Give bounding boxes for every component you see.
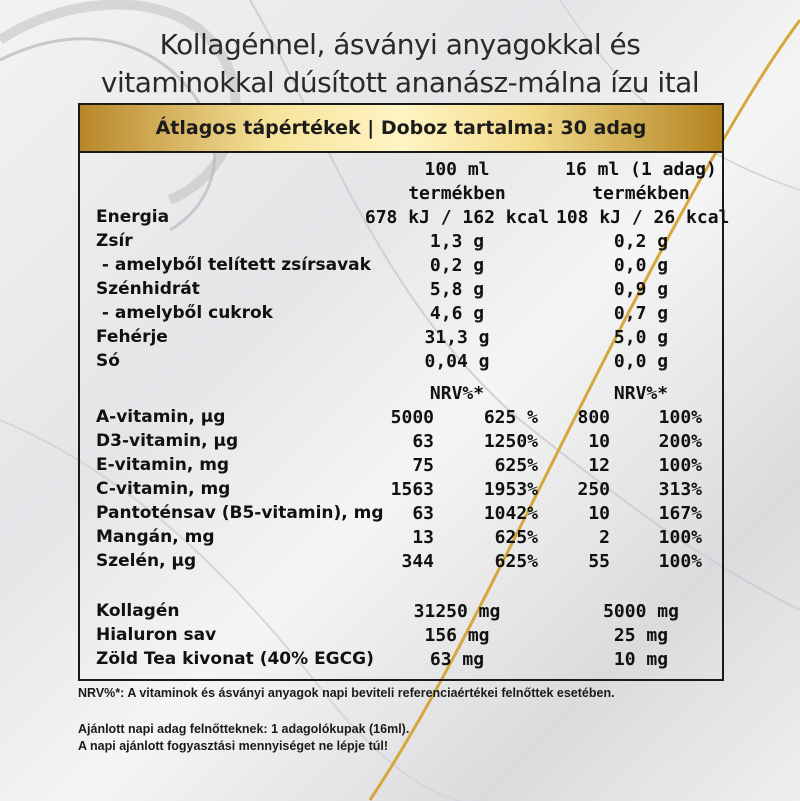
col-16ml-heading: 16 ml (1 adag) (565, 159, 717, 180)
amount-100ml: 1563 (390, 479, 434, 500)
nrv-100ml: 625 % (483, 407, 538, 428)
amount-16ml: 800 (577, 407, 610, 428)
extra-label: Zöld Tea kivonat (40% EGCG) (96, 649, 374, 669)
product-title (0, 26, 800, 102)
value-100ml: 0,2 g (429, 255, 485, 276)
nutrient-label: Szénhidrát (96, 279, 200, 299)
value-16ml: 0,2 g (613, 231, 669, 252)
dose-note: Ajánlott napi adag felnőtteknek: 1 adagolókupak (16ml). (78, 722, 410, 736)
nrv-16ml: 200% (658, 431, 702, 452)
table-row (80, 327, 722, 351)
table-row (80, 431, 722, 455)
nutrient-label: Zsír (96, 231, 133, 251)
column-header-row-1 (80, 159, 722, 183)
value-16ml: 0,0 g (613, 351, 669, 372)
amount-100ml: 63 (412, 431, 434, 452)
amount-16ml: 55 (588, 551, 610, 572)
value-100ml: 31,3 g (424, 327, 490, 348)
extra-label: Kollagén (96, 601, 180, 621)
nutrient-label: Energia (96, 207, 170, 227)
col-100ml-subheading: termékben (408, 183, 506, 204)
table-header-band: Átlagos tápértékek | Doboz tartalma: 30 adag (80, 105, 722, 153)
title-line-2: vitaminokkal dúsított ananász-málna ízu ital (100, 66, 700, 99)
column-header-row-2 (80, 183, 722, 207)
nrv-header-row (80, 383, 722, 407)
table-row (80, 649, 722, 673)
nrv-100ml: 1250% (483, 431, 538, 452)
value-100ml: 0,04 g (424, 351, 490, 372)
nrv-100ml: 625% (494, 527, 538, 548)
extra-label: Hialuron sav (96, 625, 217, 645)
nrv-16ml: 100% (658, 455, 702, 476)
amount-100ml: 13 (412, 527, 434, 548)
vitamin-label: A-vitamin, µg (96, 407, 226, 427)
table-row (80, 231, 722, 255)
nrv-100ml: 1953% (483, 479, 538, 500)
value-16ml: 0,9 g (613, 279, 669, 300)
value-100ml: 63 mg (429, 649, 485, 670)
col-16ml-subheading: termékben (592, 183, 690, 204)
table-row (80, 503, 722, 527)
nrv-16ml: 100% (658, 407, 702, 428)
nrv-16ml: 167% (658, 503, 702, 524)
nutrient-label: - amelyből cukrok (96, 303, 273, 323)
nrv-100ml: 1042% (483, 503, 538, 524)
nrv-16ml: 100% (658, 527, 702, 548)
table-row (80, 551, 722, 575)
warning-note: A napi ajánlott fogyasztási mennyiséget ne lépje túl! (78, 739, 389, 753)
amount-16ml: 2 (599, 527, 610, 548)
value-16ml: 0,0 g (613, 255, 669, 276)
nutrition-table (78, 103, 730, 681)
vitamin-label: Pantoténsav (B5-vitamin), mg (96, 503, 384, 523)
value-16ml: 108 kJ / 26 kcal (556, 207, 730, 228)
value-16ml: 0,7 g (613, 303, 669, 324)
value-16ml: 10 mg (613, 649, 669, 670)
table-row (80, 207, 730, 231)
table-row (80, 455, 722, 479)
vitamin-label: Szelén, µg (96, 551, 197, 571)
nutrient-label: - amelyből telített zsírsavak (96, 255, 371, 275)
vitamin-label: C-vitamin, mg (96, 479, 231, 499)
amount-100ml: 344 (401, 551, 434, 572)
table-row (80, 601, 722, 625)
value-16ml: 5000 mg (603, 601, 679, 622)
value-100ml: 678 kJ / 162 kcal (364, 207, 550, 228)
amount-16ml: 12 (588, 455, 610, 476)
nutrient-label: Só (96, 351, 120, 371)
amount-100ml: 75 (412, 455, 434, 476)
nrv-100ml: 625% (494, 551, 538, 572)
amount-100ml: 5000 (390, 407, 434, 428)
vitamin-label: D3-vitamin, µg (96, 431, 239, 451)
nrv-16ml: 313% (658, 479, 702, 500)
nrv-footnote: NRV%*: A vitaminok és ásványi anyagok napi beviteli referenciaértékei felnőttek esetében. (78, 686, 615, 700)
table-row (80, 407, 722, 431)
nrv-100ml: 625% (494, 455, 538, 476)
value-100ml: 5,8 g (429, 279, 485, 300)
amount-100ml: 63 (412, 503, 434, 524)
vitamin-label: Mangán, mg (96, 527, 215, 547)
value-100ml: 1,3 g (429, 231, 485, 252)
amount-16ml: 10 (588, 431, 610, 452)
amount-16ml: 10 (588, 503, 610, 524)
col-100ml-heading: 100 ml (424, 159, 490, 180)
value-100ml: 156 mg (424, 625, 490, 646)
table-row (80, 351, 722, 375)
table-row (80, 279, 722, 303)
nrv-heading-16ml: NRV%* (613, 383, 669, 404)
value-16ml: 25 mg (613, 625, 669, 646)
title-line-1: Kollagénnel, ásványi anyagokkal és (159, 28, 641, 61)
nrv-heading-100ml: NRV%* (429, 383, 485, 404)
table-row (80, 255, 722, 279)
nrv-16ml: 100% (658, 551, 702, 572)
value-16ml: 5,0 g (613, 327, 669, 348)
table-row (80, 527, 722, 551)
vitamin-label: E-vitamin, mg (96, 455, 230, 475)
amount-16ml: 250 (577, 479, 610, 500)
table-row (80, 625, 722, 649)
table-row (80, 303, 722, 327)
table-row (80, 479, 722, 503)
nutrient-label: Fehérje (96, 327, 168, 347)
value-100ml: 4,6 g (429, 303, 485, 324)
value-100ml: 31250 mg (413, 601, 501, 622)
